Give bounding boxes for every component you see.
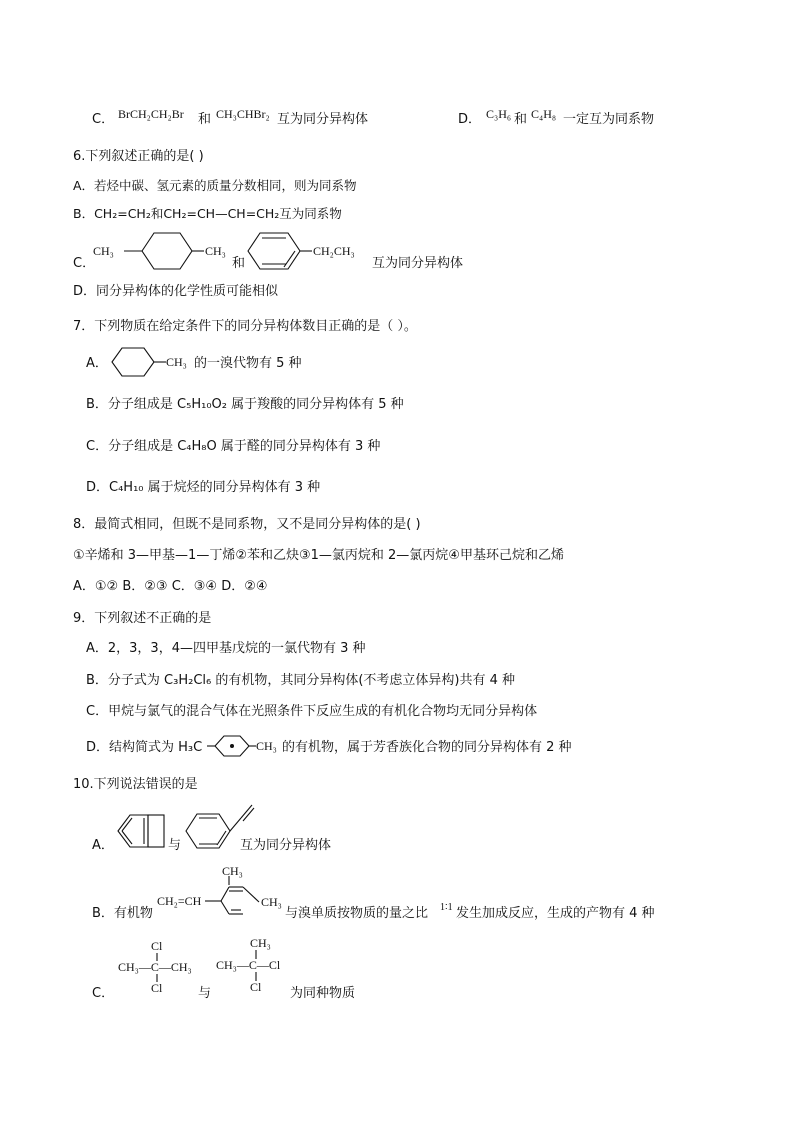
q7-option-c: C．分子组成是 C₄H₈O 属于醛的同分异构体有 3 种 <box>86 439 381 454</box>
q9-option-c: C．甲烷与氯气的混合气体在光照条件下反应生成的有机化合物均无同分异构体 <box>86 704 538 719</box>
ch3-top: CH₃ <box>250 936 271 950</box>
vinyl-label: CH₂=CH <box>157 894 202 908</box>
q6-option-a: A．若烃中碳、氢元素的质量分数相同，则为同系物 <box>73 178 357 193</box>
methyl-right-label: CH₃ <box>261 895 282 909</box>
cl-top: Cl <box>151 939 163 953</box>
q9-option-a: A．2，3，3，4—四甲基戊烷的一氯代物有 3 种 <box>86 641 366 656</box>
q8-stem: 8．最简式相同，但既不是同系物，又不是同分异构体的是( ) <box>73 517 421 532</box>
q6-option-d: D．同分异构体的化学性质可能相似 <box>73 284 279 299</box>
ch3-label: CH₃ <box>166 355 187 369</box>
q5c-tail: 互为同分异构体 <box>277 112 369 127</box>
q10-stem: 10.下列说法错误的是 <box>73 777 198 792</box>
q10b-tail2: 发生加成反应，生成的产物有 4 种 <box>456 906 655 921</box>
q9-stem: 9．下列叙述不正确的是 <box>73 611 212 626</box>
ratio-text: 1∶1 <box>440 902 453 913</box>
and-text: 和 <box>232 256 246 271</box>
q5-option-d: D． <box>458 112 482 127</box>
q10b-tail: 与溴单质按物质的量之比 <box>285 906 429 921</box>
methyl-top-label: CH₃ <box>222 864 243 878</box>
cl-bottom: Cl <box>151 981 163 995</box>
ch3-label: CH₃ <box>256 739 277 753</box>
q8-items: ①辛烯和 3—甲基—1—丁烯②苯和乙炔③1—氯丙烷和 2—氯丙烷④甲基环己烷和乙烯 <box>73 548 564 563</box>
q10-option-c-label: C． <box>92 986 115 1001</box>
ethyl-label: CH₂CH₃ <box>313 244 355 258</box>
q6-option-b: B．CH₂=CH₂和CH₂=CH—CH=CH₂互为同系物 <box>73 206 342 221</box>
ch3-left-label: CH₃ <box>93 244 114 258</box>
q7a-tail: 的一溴代物有 5 种 <box>194 356 302 371</box>
formula-c4h8: C₄H₈ <box>531 107 557 121</box>
option-label: C． <box>92 112 115 127</box>
q5d-tail: 一定互为同系物 <box>563 112 655 127</box>
formula-c3h6: C₃H₆ <box>486 107 512 121</box>
ch3-right-label: CH₃ <box>205 244 226 258</box>
q10a-tail: 互为同分异构体 <box>240 838 332 853</box>
formula-ch3chbr2: CH₃CHBr₂ <box>216 107 270 121</box>
q7-option-b: B．分子组成是 C₅H₁₀O₂ 属于羧酸的同分异构体有 5 种 <box>86 397 404 412</box>
q7-option-d: D．C₄H₁₀ 属于烷烃的同分异构体有 3 种 <box>86 480 321 495</box>
formula-brch2ch2br: BrCH₂CH₂Br <box>118 107 184 121</box>
chain-mid: CH₃—C—Cl <box>216 958 281 972</box>
and-text: 和 <box>198 112 212 127</box>
q8-options: A．①② B．②③ C．③④ D．②④ <box>73 579 268 594</box>
q6-stem: 6.下列叙述正确的是( ) <box>73 149 204 164</box>
q7-option-a-label: A． <box>86 356 108 371</box>
q10c-tail: 为同种物质 <box>290 986 356 1001</box>
yu-text: 与 <box>198 986 212 1001</box>
q9d-tail: 的有机物，属于芳香族化合物的同分异构体有 2 种 <box>282 740 572 755</box>
and-text: 和 <box>514 112 528 127</box>
yu-text: 与 <box>168 838 182 853</box>
q10-option-a-label: A． <box>92 838 114 853</box>
q10-option-b-label: B．有机物 <box>92 906 153 921</box>
q6c-tail: 互为同分异构体 <box>372 256 464 271</box>
cl-bottom: Cl <box>250 980 262 994</box>
q9-option-b: B．分子式为 C₃H₂Cl₆ 的有机物，其同分异构体(不考虑立体异构)共有 4 种 <box>86 673 516 688</box>
q7-stem: 7．下列物质在给定条件下的同分异构体数目正确的是（ ）。 <box>73 319 417 334</box>
q9-option-d-prefix: D．结构简式为 H₃C <box>86 740 203 755</box>
q6-option-c-label: C． <box>73 256 96 271</box>
chain-mid: CH₃—C—CH₃ <box>118 960 192 974</box>
